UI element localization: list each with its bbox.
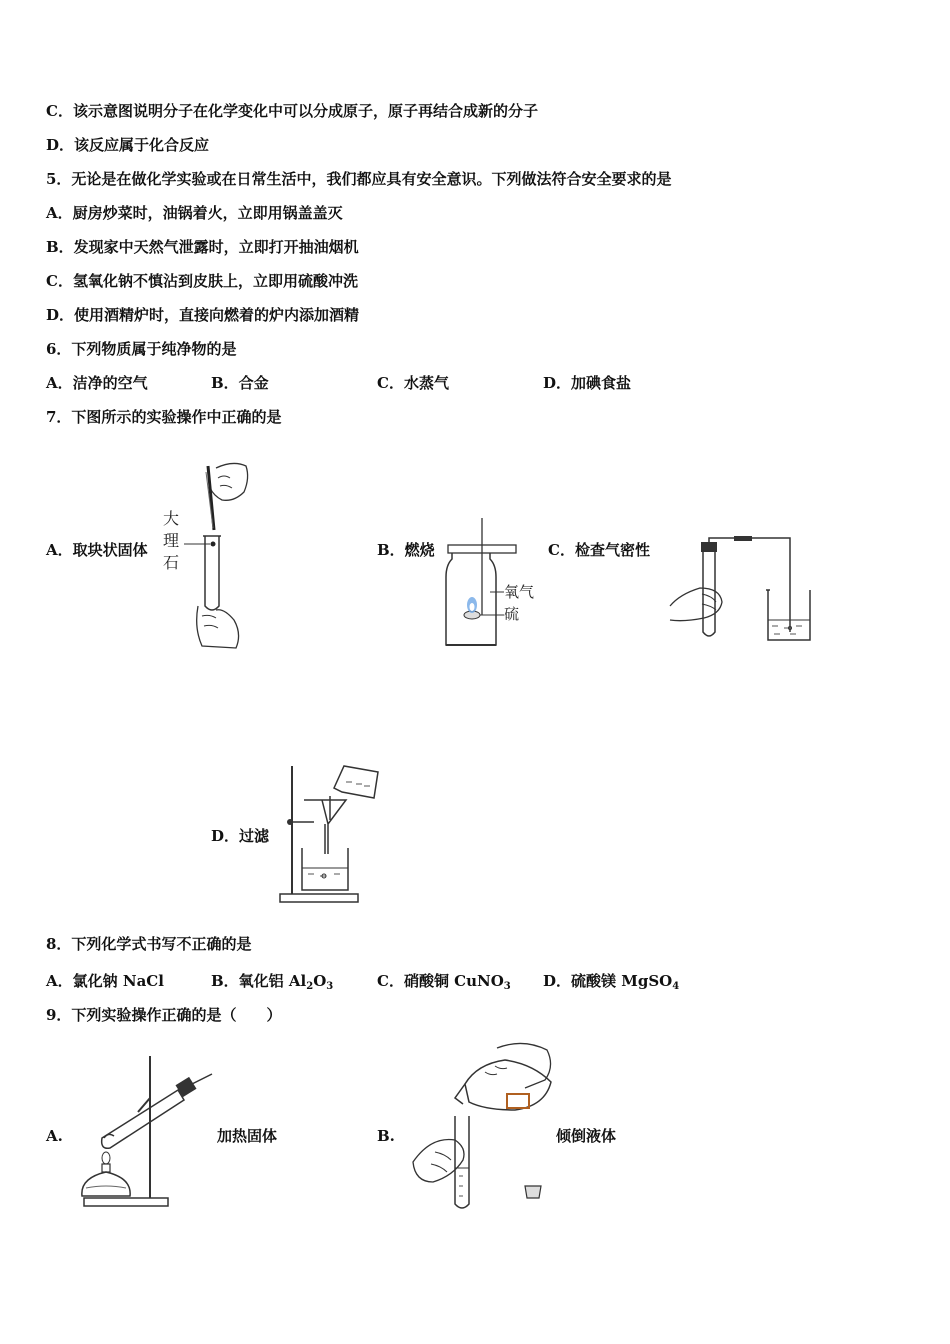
figure-9a-heating [78,1052,218,1214]
q8-option-d-text: D．硫酸镁 MgSO [543,972,673,990]
q5-option-a: A．厨房炒菜时，油锅着火，立即用锅盖盖灭 [46,204,343,222]
q9-stem: 9．下列实验操作正确的是（ ） [46,1006,282,1024]
q7-option-d: D．过滤 [211,827,270,845]
label-shi: 石 [163,553,180,572]
q8-option-b-sub1: 2 [306,981,314,992]
q8-option-d [543,971,679,991]
q8-option-b-sub2: 3 [326,981,334,992]
label-dali: 大 [163,509,180,528]
q4-option-d: D．该反应属于化合反应 [46,136,210,154]
figure-7b-burning [440,515,550,650]
q7-option-a: A．取块状固体 [46,541,148,559]
q8-option-c-text: C．硝酸铜 CuNO [377,972,504,990]
q6-stem: 6．下列物质属于纯净物的是 [46,340,237,358]
q6-option-a: A．洁净的空气 [46,374,148,392]
q5-option-c: C．氢氧化钠不慎沾到皮肤上，立即用硫酸冲洗 [46,272,358,290]
q8-option-c-sub: 3 [503,981,511,992]
label-sulfur: 硫 [504,605,520,623]
q8-option-b-mid: O [313,972,327,990]
q8-option-b [211,971,333,991]
label-oxygen: 氧气 [504,583,535,601]
q4-option-c: C．该示意图说明分子在化学变化中可以分成原子，原子再结合成新的分子 [46,102,538,120]
q6-option-b: B．合金 [211,374,269,392]
q8-stem: 8．下列化学式书写不正确的是 [46,935,252,953]
q7-stem: 7．下图所示的实验操作中正确的是 [46,408,282,426]
q8-option-c [377,971,511,991]
q9-option-b: B. [377,1127,395,1145]
figure-7c-airtightness [660,536,820,646]
q8-option-a: A．氯化钠 NaCl [46,972,164,990]
q8-option-b-text: B．氧化铝 Al [211,972,307,990]
q9-option-a-label: 加热固体 [217,1127,278,1145]
figure-7a-block-solid [158,458,258,653]
label-li: 理 [163,531,180,550]
q8-option-d-sub: 4 [672,981,680,992]
q6-option-c: C．水蒸气 [377,374,449,392]
q9-option-b-label: 倾倒液体 [556,1127,617,1145]
figure-9b-pouring [405,1036,555,1216]
q5-option-d: D．使用酒精炉时，直接向燃着的炉内添加酒精 [46,306,360,324]
q6-option-d: D．加碘食盐 [543,374,632,392]
q5-stem: 5．无论是在做化学实验或在日常生活中，我们都应具有安全意识。下列做法符合安全要求的是 [46,170,672,188]
q5-option-b: B．发现家中天然气泄露时，立即打开抽油烟机 [46,238,359,256]
q7-option-b: B．燃烧 [377,541,435,559]
q9-option-a: A. [46,1127,63,1145]
q7-option-c: C．检查气密性 [548,541,650,559]
figure-7d-filtration [278,758,388,908]
